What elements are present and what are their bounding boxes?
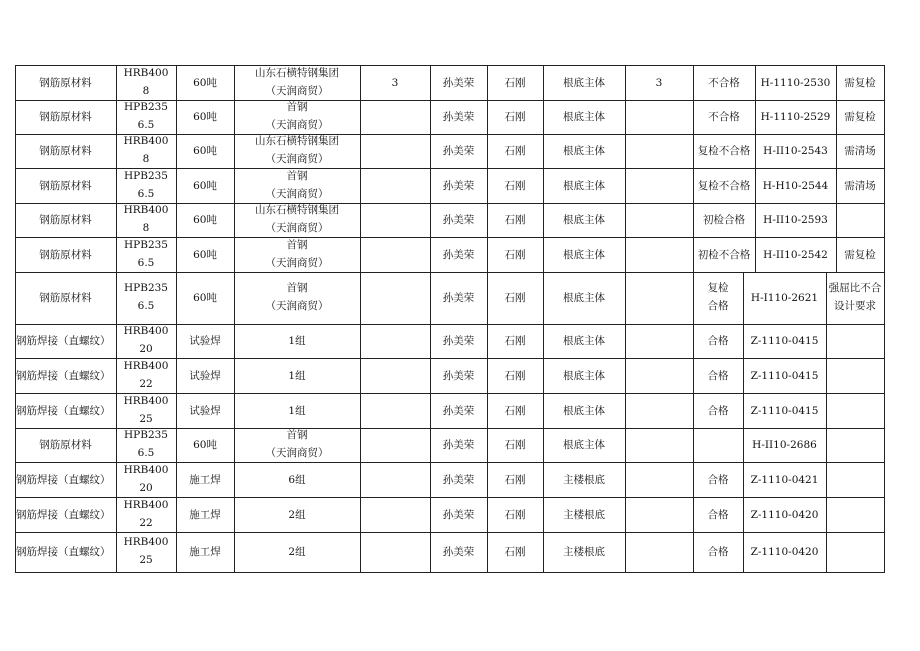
count-b: 3 (655, 76, 663, 89)
column-border (360, 393, 361, 429)
sampler: 孙美荣 (442, 546, 475, 558)
source-top: 首钢 (286, 282, 308, 294)
report-code: H-1110-2529 (760, 111, 831, 123)
spec-bottom: 25 (139, 554, 153, 566)
location: 主楼根底 (563, 508, 605, 521)
supervisor: 石刚 (504, 76, 526, 89)
column-border (836, 203, 837, 238)
column-border (884, 134, 885, 169)
spec-top: HRB400 (123, 536, 169, 548)
source-bottom: （天润商贸） (265, 153, 329, 165)
item-name: 钢筋焊接（直螺纹） (16, 473, 111, 486)
supervisor: 石刚 (504, 369, 526, 382)
supervisor: 石刚 (504, 508, 526, 521)
quantity: 60吨 (193, 179, 217, 192)
column-border (625, 358, 626, 394)
column-border (625, 428, 626, 463)
spec-bottom: 25 (139, 412, 153, 425)
result: 初检不合格 (697, 248, 751, 261)
count-a: 3 (391, 76, 399, 89)
supervisor: 石刚 (504, 335, 526, 347)
report-code: H-II10-2542 (763, 248, 828, 261)
result: 合格 (707, 404, 729, 417)
spec-bottom: 6.5 (137, 256, 155, 269)
column-border (884, 428, 885, 463)
column-border (625, 134, 626, 169)
column-border (884, 65, 885, 101)
location: 根底主体 (563, 179, 605, 192)
supervisor: 石刚 (504, 292, 526, 304)
supervisor: 石刚 (504, 546, 526, 558)
report-code: Z-1110-0415 (750, 404, 819, 417)
column-border (884, 100, 885, 135)
column-border (826, 428, 827, 463)
spec-top: HPB235 (124, 429, 168, 441)
spec-bottom: 6.5 (137, 187, 155, 200)
source-top: 山东石横特钢集团 (255, 66, 339, 79)
column-border (884, 272, 885, 325)
quantity: 试验焊 (189, 404, 221, 417)
quantity: 试验焊 (189, 369, 221, 382)
result: 合格 (707, 508, 729, 521)
spec-top: HRB400 (123, 66, 169, 79)
column-border (693, 428, 694, 463)
result-bottom: 合格 (707, 300, 729, 312)
source-top: 山东石横特钢集团 (255, 204, 339, 216)
item-name: 钢筋焊接（直螺纹） (16, 546, 111, 558)
remark: 需清场 (844, 179, 876, 192)
spec-bottom: 6.5 (137, 447, 155, 459)
spec-bottom: 20 (139, 481, 153, 494)
quantity: 60吨 (193, 76, 217, 89)
column-border (826, 358, 827, 394)
column-border (884, 358, 885, 394)
quantity: 施工焊 (189, 508, 221, 521)
item-name: 钢筋焊接（直螺纹） (16, 335, 111, 347)
report-code: H-II10-2543 (763, 145, 828, 157)
quantity: 施工焊 (189, 473, 221, 486)
source-bottom: （天润商贸） (265, 447, 329, 459)
report-code: H-H10-2544 (762, 179, 829, 192)
row-border (15, 572, 885, 573)
report-code: Z-1110-0421 (750, 473, 819, 486)
column-border (360, 462, 361, 498)
spec-top: HRB400 (123, 135, 169, 147)
source-bottom: （天润商贸） (265, 119, 329, 131)
source: 6组 (288, 473, 306, 486)
result: 复检不合格 (697, 179, 751, 192)
column-border (360, 203, 361, 238)
supervisor: 石刚 (504, 111, 526, 123)
spec-bottom: 22 (139, 377, 153, 390)
column-border (826, 497, 827, 533)
source-bottom: （天润商贸） (265, 187, 329, 200)
column-border (884, 203, 885, 238)
spec-top: HPB235 (124, 169, 168, 182)
report-code: H-II10-2593 (763, 214, 828, 226)
result-top: 复检 (707, 282, 729, 294)
source: 2组 (288, 546, 306, 558)
supervisor: 石刚 (504, 439, 526, 451)
sampler: 孙美荣 (442, 404, 475, 417)
column-border (884, 497, 885, 533)
column-border (360, 428, 361, 463)
location: 根底主体 (563, 292, 605, 304)
column-border (360, 532, 361, 573)
source-top: 山东石横特钢集团 (255, 135, 339, 147)
supervisor: 石刚 (504, 404, 526, 417)
source-bottom: （天润商贸） (265, 300, 329, 312)
column-border (625, 203, 626, 238)
item-name: 钢筋焊接（直螺纹） (16, 508, 111, 521)
location: 根底主体 (563, 76, 605, 89)
spec-top: HPB235 (124, 238, 168, 251)
source-top: 首钢 (286, 169, 308, 182)
supervisor: 石刚 (504, 179, 526, 192)
quantity: 60吨 (193, 439, 217, 451)
column-border (884, 168, 885, 204)
source: 1组 (288, 335, 306, 347)
column-border (625, 462, 626, 498)
spec-top: HRB400 (123, 204, 169, 216)
result: 初检合格 (703, 214, 745, 226)
report-code: Z-1110-0420 (750, 546, 819, 558)
report-code: H-II10-2686 (752, 439, 817, 451)
column-border (360, 168, 361, 204)
source: 2组 (288, 508, 306, 521)
sampler: 孙美荣 (442, 76, 475, 89)
column-border (625, 532, 626, 573)
item-name: 钢筋原材料 (39, 179, 92, 192)
item-name: 钢筋原材料 (39, 439, 92, 451)
column-border (826, 462, 827, 498)
item-name: 钢筋原材料 (39, 248, 92, 261)
column-border (884, 324, 885, 359)
column-border (360, 358, 361, 394)
column-border (360, 272, 361, 325)
spec-bottom: 6.5 (137, 119, 155, 131)
result: 合格 (707, 473, 729, 486)
sampler: 孙美荣 (442, 111, 475, 123)
column-border (360, 497, 361, 533)
source-bottom: （天润商贸） (265, 256, 329, 269)
column-border (360, 134, 361, 169)
source: 1组 (288, 369, 306, 382)
quantity: 试验焊 (189, 335, 221, 347)
sampler: 孙美荣 (442, 439, 475, 451)
sampler: 孙美荣 (442, 145, 475, 157)
column-border (625, 272, 626, 325)
quantity: 60吨 (193, 214, 217, 226)
location: 根底主体 (563, 404, 605, 417)
column-border (625, 168, 626, 204)
column-border (360, 324, 361, 359)
column-border (625, 497, 626, 533)
result: 不合格 (708, 76, 740, 89)
supervisor: 石刚 (504, 145, 526, 157)
report-code: H-I110-2621 (750, 292, 819, 304)
sampler: 孙美荣 (442, 335, 475, 347)
supervisor: 石刚 (504, 214, 526, 226)
item-name: 钢筋原材料 (39, 292, 92, 304)
column-border (826, 532, 827, 573)
column-border (826, 393, 827, 429)
spec-top: HRB400 (123, 498, 169, 511)
column-border (625, 324, 626, 359)
quantity: 60吨 (193, 145, 217, 157)
remark-top: 强屈比不合 (828, 282, 882, 294)
source-bottom: （天润商贸） (265, 222, 329, 234)
quantity: 60吨 (193, 292, 217, 304)
result: 不合格 (708, 111, 740, 123)
source-top: 首钢 (286, 101, 308, 113)
spec-bottom: 22 (139, 516, 153, 529)
source-bottom: （天润商贸） (265, 84, 329, 97)
item-name: 钢筋原材料 (39, 76, 92, 89)
spec-bottom: 8 (142, 222, 150, 234)
item-name: 钢筋原材料 (39, 111, 92, 123)
location: 根底主体 (563, 335, 605, 347)
source-top: 首钢 (286, 429, 308, 441)
result: 合格 (707, 369, 729, 382)
result: 合格 (707, 335, 729, 347)
column-border (360, 100, 361, 135)
remark: 需复检 (844, 111, 876, 123)
sampler: 孙美荣 (442, 473, 475, 486)
remark-bottom: 设计要求 (834, 300, 876, 312)
sampler: 孙美荣 (442, 292, 475, 304)
spec-top: HPB235 (124, 101, 168, 113)
item-name: 钢筋原材料 (39, 145, 92, 157)
spec-top: HRB400 (123, 325, 169, 337)
report-code: Z-1110-0415 (750, 335, 819, 347)
item-name: 钢筋原材料 (39, 214, 92, 226)
location: 根底主体 (563, 248, 605, 261)
report-code: Z-1110-0420 (750, 508, 819, 521)
location: 根底主体 (563, 145, 605, 157)
sampler: 孙美荣 (442, 248, 475, 261)
location: 主楼根底 (563, 546, 605, 558)
spec-bottom: 8 (142, 153, 150, 165)
source-top: 首钢 (286, 238, 308, 251)
quantity: 60吨 (193, 111, 217, 123)
quantity: 60吨 (193, 248, 217, 261)
supervisor: 石刚 (504, 248, 526, 261)
report-code: Z-1110-0415 (750, 369, 819, 382)
column-border (625, 393, 626, 429)
sampler: 孙美荣 (442, 369, 475, 382)
spec-top: HRB400 (123, 463, 169, 476)
location: 根底主体 (563, 111, 605, 123)
location: 根底主体 (563, 369, 605, 382)
report-code: H-1110-2530 (760, 76, 831, 89)
column-border (625, 100, 626, 135)
result: 复检不合格 (697, 145, 751, 157)
spec-top: HRB400 (123, 359, 169, 372)
spec-bottom: 6.5 (137, 300, 155, 312)
result: 合格 (707, 546, 729, 558)
spec-top: HRB400 (123, 394, 169, 407)
column-border (884, 393, 885, 429)
item-name: 钢筋焊接（直螺纹） (16, 404, 111, 417)
sampler: 孙美荣 (442, 179, 475, 192)
column-border (884, 532, 885, 573)
source: 1组 (288, 404, 306, 417)
column-border (884, 237, 885, 273)
spec-top: HPB235 (124, 282, 168, 294)
supervisor: 石刚 (504, 473, 526, 486)
column-border (826, 324, 827, 359)
spec-bottom: 20 (139, 343, 153, 355)
sampler: 孙美荣 (442, 508, 475, 521)
column-border (360, 237, 361, 273)
location: 根底主体 (563, 214, 605, 226)
column-border (884, 462, 885, 498)
remark: 需清场 (844, 145, 876, 157)
sampler: 孙美荣 (442, 214, 475, 226)
location: 主楼根底 (563, 473, 605, 486)
spec-bottom: 8 (142, 84, 150, 97)
location: 根底主体 (563, 439, 605, 451)
column-border (625, 237, 626, 273)
quantity: 施工焊 (189, 546, 221, 558)
item-name: 钢筋焊接（直螺纹） (16, 369, 111, 382)
remark: 需复检 (844, 76, 876, 89)
remark: 需复检 (844, 248, 876, 261)
